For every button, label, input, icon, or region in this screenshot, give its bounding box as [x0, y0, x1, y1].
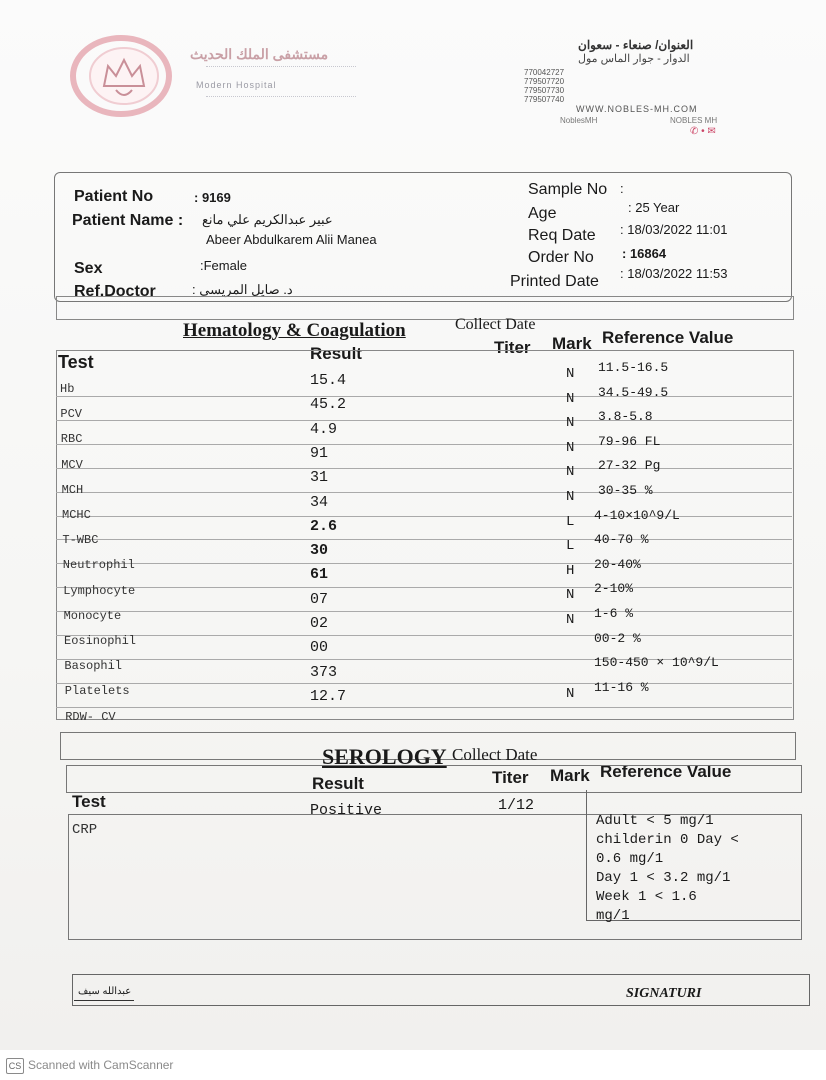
- hematology-col-ref: Reference Value: [602, 328, 734, 347]
- hematology-row-divider: [56, 587, 792, 588]
- age-value: : 25 Year: [628, 200, 680, 215]
- serology-ref-line-4: Day 1 < 3.2 mg/1: [596, 870, 731, 886]
- hematology-row-divider: [56, 707, 792, 708]
- hematology-result: 45.2: [310, 396, 347, 414]
- hematology-result: 15.4: [310, 372, 347, 389]
- hematology-test-name: Basophil: [64, 659, 122, 674]
- printed-date-value: : 18/03/2022 11:53: [620, 266, 728, 281]
- hematology-reference: 4-10×10^9/L: [594, 507, 680, 523]
- social-icons: ✆ • ✉: [690, 126, 716, 137]
- sex-label: Sex: [74, 260, 103, 277]
- serology-ref-line-6: mg/1: [596, 908, 630, 924]
- hematology-mark: N: [566, 415, 575, 432]
- sample-no-value: :: [620, 181, 624, 196]
- serology-title: SEROLOGY: [322, 744, 447, 769]
- ref-doctor-value: : د. صايل المريسي: [192, 282, 293, 297]
- hematology-col-titer: Titer: [494, 338, 531, 357]
- hematology-row-divider: [56, 516, 792, 517]
- hematology-row-divider: [56, 539, 792, 540]
- hematology-reference: 27-32 Pg: [598, 458, 661, 474]
- serology-ref-divider: [586, 790, 587, 920]
- hematology-reference: 3.8-5.8: [598, 409, 653, 425]
- social-1: NoblesMH: [560, 116, 598, 125]
- hematology-mark: N: [566, 464, 575, 481]
- sample-no-label: Sample No: [528, 181, 608, 198]
- serology-ref-line-1: Adult < 5 mg/1: [596, 813, 714, 829]
- hematology-row-divider: [56, 611, 792, 612]
- serology-col-result: Result: [312, 774, 364, 793]
- order-no-label: Order No: [528, 249, 594, 266]
- phone-list: [524, 68, 564, 104]
- hematology-test-name: MCHC: [62, 508, 91, 522]
- hematology-mark: H: [566, 562, 575, 579]
- hematology-mark: N: [566, 390, 575, 407]
- hematology-test-name: Neutrophil: [62, 558, 135, 573]
- phone-2: 779507720: [524, 77, 565, 86]
- social-2: NOBLES MH: [670, 116, 718, 125]
- patient-name-label: Patient Name :: [72, 212, 184, 229]
- hematology-test-name: Platelets: [64, 684, 130, 699]
- hematology-reference: 30-35 %: [598, 483, 653, 498]
- hematology-test-name: RDW- CV: [65, 709, 116, 724]
- hematology-result: 91: [310, 444, 329, 462]
- serology-header-box: [66, 765, 802, 793]
- hematology-reference: 2-10%: [594, 581, 634, 597]
- hematology-reference: 11-16 %: [594, 679, 649, 695]
- serology-ref-line-5: Week 1 < 1.6: [596, 889, 697, 905]
- hospital-logo-icon: [66, 30, 176, 122]
- hematology-row-divider: [56, 444, 792, 445]
- hematology-test-name: MCV: [61, 457, 83, 472]
- hematology-reference: 79-96 FL: [598, 433, 661, 449]
- serology-col-titer: Titer: [492, 768, 529, 787]
- address-ar: العنوان/ صنعاء - سعوان: [578, 38, 694, 52]
- patient-info-box: [54, 172, 792, 302]
- hematology-reference: 1-6 %: [594, 606, 634, 621]
- serology-collect-date: Collect Date: [452, 745, 538, 764]
- hematology-title-box: [56, 296, 794, 320]
- hematology-col-result: Result: [310, 344, 362, 363]
- hematology-mark: L: [566, 513, 575, 530]
- req-date-label: Req Date: [528, 227, 596, 244]
- ref-doctor-label: Ref.Doctor: [74, 283, 156, 300]
- hematology-mark: N: [566, 612, 575, 628]
- hospital-name-en: Modern Hospital: [196, 80, 277, 90]
- age-label: Age: [528, 205, 557, 222]
- hematology-mark: N: [566, 439, 575, 456]
- serology-col-mark: Mark: [550, 766, 590, 785]
- hematology-result: 07: [310, 590, 329, 608]
- hematology-result: 2.6: [310, 517, 338, 535]
- hematology-mark: N: [566, 587, 575, 604]
- hematology-test-name: PCV: [60, 407, 82, 422]
- hematology-result: 00: [310, 639, 329, 657]
- hematology-mark: N: [566, 366, 575, 382]
- hematology-result: 61: [310, 566, 329, 584]
- scanner-watermark: Scanned with CamScanner: [28, 1058, 174, 1072]
- hematology-test-name: RBC: [60, 432, 83, 447]
- order-no-value: : 16864: [622, 246, 667, 261]
- hematology-result: 31: [310, 469, 329, 487]
- hematology-mark: N: [566, 685, 575, 702]
- hematology-title: Hematology & Coagulation: [183, 320, 406, 341]
- hematology-row-divider: [56, 563, 792, 564]
- signer-ar: عبدالله سيف: [78, 986, 132, 997]
- hematology-col-test: Test: [58, 352, 94, 372]
- hematology-row-divider: [56, 683, 792, 684]
- hematology-reference: 40-70 %: [594, 532, 649, 548]
- serology-reference: [596, 812, 739, 926]
- hematology-row-divider: [56, 396, 792, 397]
- printed-date-label: Printed Date: [510, 273, 599, 290]
- website: WWW.NOBLES-MH.COM: [576, 104, 698, 114]
- signature-label: SIGNATURI: [626, 986, 702, 1001]
- phone-1: 770042727: [524, 68, 565, 77]
- hematology-reference: 00-2 %: [594, 630, 641, 646]
- hematology-result: 02: [310, 615, 329, 632]
- hematology-test-name: Lymphocyte: [63, 583, 136, 598]
- camscanner-logo-icon: CS: [6, 1058, 24, 1074]
- header-faint-line-1: [206, 66, 356, 67]
- hematology-test-name: MCH: [61, 482, 84, 497]
- hematology-row-divider: [56, 468, 792, 469]
- address-ar-2: الدوار - جوار الماس مول: [578, 53, 690, 65]
- hematology-collect-date: Collect Date: [455, 316, 536, 333]
- hematology-reference: 34.5-49.5: [598, 384, 669, 400]
- hematology-test-name: Hb: [60, 382, 75, 396]
- header-faint-line-2: [206, 96, 356, 97]
- patient-name-en: Abeer Abdulkarem Alii Manea: [206, 232, 377, 247]
- hematology-row-divider: [56, 635, 792, 636]
- hematology-reference: 20-40%: [594, 556, 641, 572]
- hematology-result: 4.9: [310, 420, 338, 438]
- hematology-mark: N: [566, 489, 575, 505]
- hematology-test-name: Eosinophil: [64, 634, 137, 648]
- phone-3: 779507730: [524, 86, 565, 95]
- hematology-reference: 150-450 × 10^9/L: [594, 655, 719, 671]
- serology-ref-line-3: 0.6 mg/1: [596, 851, 664, 867]
- hematology-result: 30: [310, 542, 329, 560]
- hematology-result: 373: [310, 663, 338, 681]
- sex-value: :Female: [200, 258, 247, 273]
- serology-result: Positive: [310, 802, 383, 819]
- patient-name-ar: عبير عبدالكريم علي مانع: [202, 212, 333, 227]
- serology-ref-line-2: childerin 0 Day <: [596, 832, 739, 848]
- serology-test-crp: CRP: [72, 822, 98, 838]
- hematology-row-divider: [56, 492, 792, 493]
- serology-titer: 1/12: [498, 797, 535, 814]
- hematology-result: 12.7: [310, 687, 347, 705]
- patient-no-value: : 9169: [194, 190, 231, 205]
- hospital-name-ar: مستشفى الملك الحديث: [190, 46, 329, 62]
- hematology-reference: 11.5-16.5: [598, 360, 669, 375]
- signer-underline: [74, 1000, 134, 1001]
- serology-col-test: Test: [72, 792, 106, 811]
- hematology-test-name: Monocyte: [63, 608, 122, 623]
- hematology-col-mark: Mark: [552, 334, 592, 353]
- serology-col-ref: Reference Value: [600, 762, 732, 781]
- patient-no-label: Patient No: [74, 188, 154, 205]
- phone-4: 779507740: [524, 95, 565, 104]
- hematology-test-name: T-WBC: [62, 533, 99, 548]
- hematology-mark: L: [566, 538, 575, 555]
- hematology-row-divider: [56, 420, 792, 421]
- hematology-result: 34: [310, 493, 329, 511]
- req-date-value: : 18/03/2022 11:01: [620, 222, 728, 237]
- scanner-footer: [0, 1050, 826, 1080]
